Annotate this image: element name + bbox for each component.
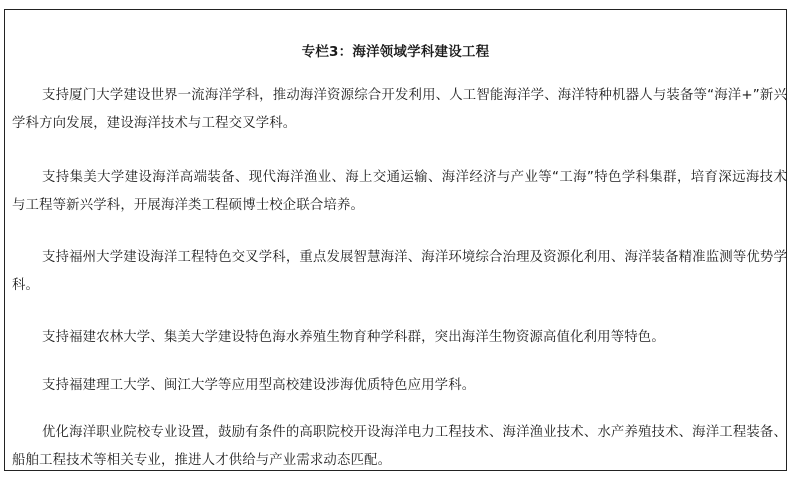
sidebar-title: 专栏3：海洋领域学科建设工程 xyxy=(301,44,490,60)
paragraph-applied-universities: 支持福建理工大学、闽江大学等应用型高校建设涉海优质特色应用学科。 xyxy=(42,378,476,393)
paragraph-jimei-university: 支持集美大学建设海洋高端装备、现代海洋渔业、海上交通运输、海洋经济与产业等“工海”特色学科集群，培育深远海技术与工程等新兴学科，开展海洋类工程硕博士校企联合培养。 xyxy=(12,170,787,213)
paragraph-vocational-colleges: 优化海洋职业院校专业设置，鼓励有条件的高职院校开设海洋电力工程技术、海洋渔业技术、水产养殖技术、海洋工程装备、船舶工程技术等相关专业，推进人才供给与产业需求动态匹配。 xyxy=(12,425,787,468)
sidebar-box xyxy=(4,9,787,471)
paragraph-fuzhou-university: 支持福州大学建设海洋工程特色交叉学科，重点发展智慧海洋、海洋环境综合治理及资源化利用、海洋装备精准监测等优势学科。 xyxy=(12,250,787,293)
paragraph-xiamen-university: 支持厦门大学建设世界一流海洋学科，推动海洋资源综合开发利用、人工智能海洋学、海洋特种机器人与装备等“海洋+”新兴学科方向发展，建设海洋技术与工程交叉学科。 xyxy=(12,88,787,131)
paragraph-agriculture-forestry: 支持福建农林大学、集美大学建设特色海水养殖生物育种学科群，突出海洋生物资源高值化利用等特色。 xyxy=(42,330,665,345)
